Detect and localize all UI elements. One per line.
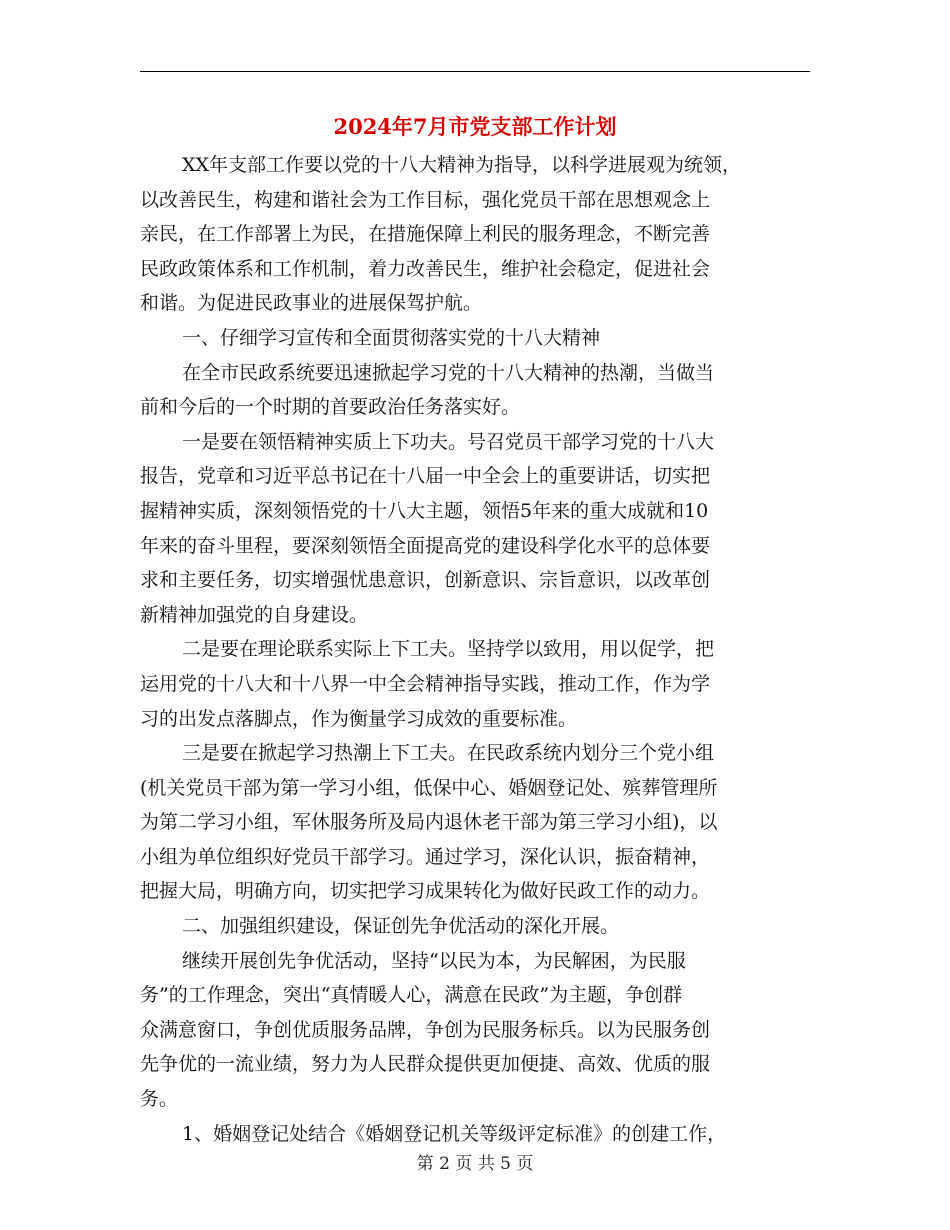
header-rule xyxy=(140,71,810,72)
body-text-line: 年来的奋斗里程，要深刻领悟全面提高党的建设科学化水平的总体要 xyxy=(140,534,711,557)
body-text-line: 民政政策体系和工作机制，着力改善民生，维护社会稳定，促进社会 xyxy=(140,257,711,280)
body-text-line: 求和主要任务，切实增强忧患意识，创新意识、宗旨意识，以改革创 xyxy=(140,569,711,592)
body-text-line: 二、加强组织建设，保证创先争优活动的深化开展。 xyxy=(182,915,620,938)
body-text-line: 亲民，在工作部署上为民，在措施保障上利民的服务理念，不断完善 xyxy=(140,223,711,246)
body-text-line: XX年支部工作要以党的十八大精神为指导，以科学进展观为统领， xyxy=(182,154,742,176)
body-text-line: 务”的工作理念，突出“真情暖人心，满意在民政”为主题，争创群 xyxy=(140,984,683,1007)
body-text-line: 前和今后的一个时期的首要政治任务落实好。 xyxy=(140,396,521,419)
body-text-line: (机关党员干部为第一学习小组，低保中心、婚姻登记处、殡葬管理所 xyxy=(140,776,718,799)
document-title: 2024年7月市党支部工作计划 xyxy=(333,114,617,139)
page-number-footer: 第 2 页 共 5 页 xyxy=(416,1154,534,1174)
body-text-line: 在全市民政系统要迅速掀起学习党的十八大精神的热潮，当做当 xyxy=(182,361,715,384)
body-text-line: 一是要在领悟精神实质上下功夫。号召党员干部学习党的十八大 xyxy=(182,430,715,453)
body-text-line: 小组为单位组织好党员干部学习。通过学习，深化认识，振奋精神， xyxy=(140,845,711,868)
body-text-line: 三是要在掀起学习热潮上下工夫。在民政系统内划分三个党小组 xyxy=(182,742,715,765)
body-text-line: 习的出发点落脚点，作为衡量学习成效的重要标准。 xyxy=(140,707,578,730)
body-text-line: 1、婚姻登记处结合《婚姻登记机关等级评定标准》的创建工作， xyxy=(182,1122,727,1145)
body-text-line: 握精神实质，深刻领悟党的十八大主题，领悟5年来的重大成就和10 xyxy=(140,499,709,522)
body-text-line: 报告，党章和习近平总书记在十八届一中全会上的重要讲话，切实把 xyxy=(140,465,711,488)
body-text-line: 和谐。为促进民政事业的进展保驾护航。 xyxy=(140,292,483,315)
body-text-line: 务。 xyxy=(140,1088,179,1111)
body-text-line: 先争优的一流业绩，努力为人民群众提供更加便捷、高效、优质的服 xyxy=(140,1053,711,1076)
body-text-line: 运用党的十八大和十八界一中全会精神指导实践，推动工作，作为学 xyxy=(140,672,711,695)
document-body xyxy=(140,148,810,1151)
body-text-line: 众满意窗口，争创优质服务品牌，争创为民服务标兵。以为民服务创 xyxy=(140,1018,711,1041)
body-text-line: 以改善民生，构建和谐社会为工作目标，强化党员干部在思想观念上 xyxy=(140,188,711,211)
body-text-line: 为第二学习小组，军休服务所及局内退休老干部为第三学习小组)，以 xyxy=(140,811,718,834)
body-text-line: 继续开展创先争优活动，坚持“以民为本，为民解困，为民服 xyxy=(182,949,686,972)
body-text-line: 把握大局，明确方向，切实把学习成果转化为做好民政工作的动力。 xyxy=(140,880,711,903)
body-text-line: 二是要在理论联系实际上下工夫。坚持学以致用，用以促学，把 xyxy=(182,638,715,661)
body-text-line: 新精神加强党的自身建设。 xyxy=(140,603,369,626)
body-text-line: 一、仔细学习宣传和全面贯彻落实党的十八大精神 xyxy=(182,326,601,349)
